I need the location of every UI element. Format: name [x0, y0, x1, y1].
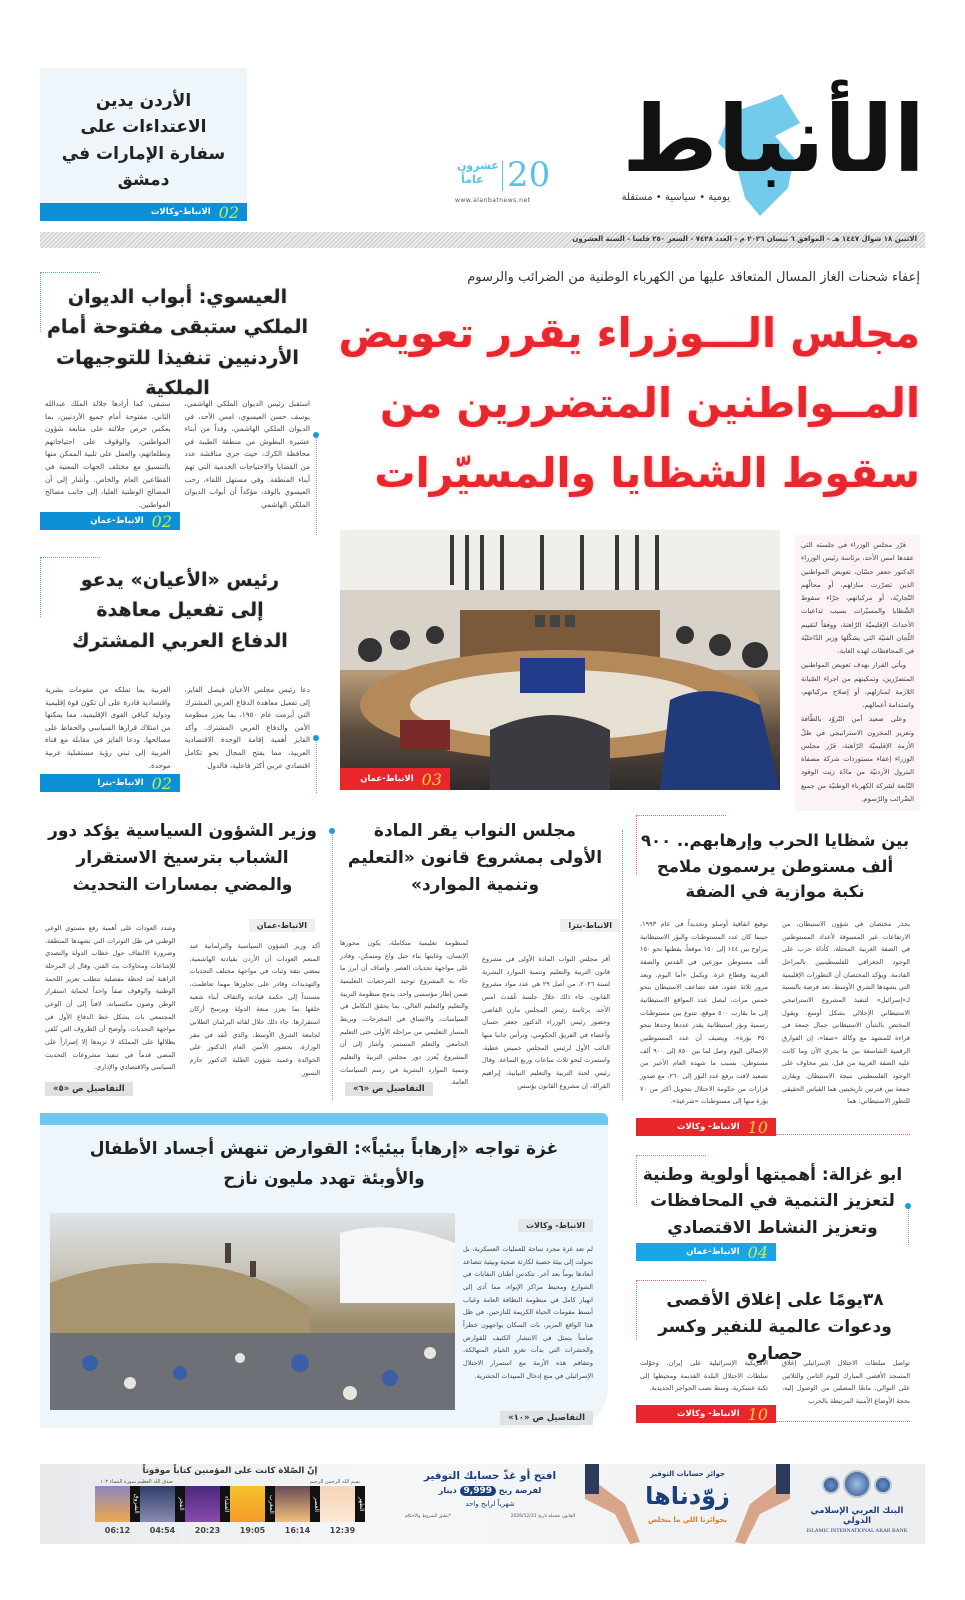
prayer-time: 16:14: [284, 1526, 311, 1535]
siyasiya-headline[interactable]: وزير الشؤون السياسية يؤكد دور الشباب بترسيخ الاستقرار والمضي بمسارات التحديث: [48, 821, 317, 896]
tagline: يومية • سياسية • مستقلة: [621, 192, 730, 203]
fine-print-1: *تطبق الشروط والأحكام: [405, 1514, 452, 1519]
bank-name-ar: البنك العربي الإسلامي الدولي: [810, 1506, 904, 1526]
abughazaleh-divider: [908, 1205, 909, 1245]
source-label: الانباط-عمان: [686, 1247, 740, 1257]
siyasiya-body: [45, 922, 320, 1079]
aqsa-divider: [776, 1421, 910, 1422]
anniversary-badge: [455, 155, 565, 215]
abughazaleh-divider: [636, 1155, 637, 1205]
lead-headline-line-3: سقوط الشظايا والمسيّرات: [374, 449, 920, 497]
nuwwab-col-right: أقر مجلس النواب المادة الأولى في مشروع قانون التربية والتعليم وتنمية الموارد البشرية لسنة ٢٠٢٦، من أصل ٢٩ هي عدد مواد مشروع القانون. جاء ذلك خلال جلسة عُقدت امس الأحد، برئاسة رئيس المجلس مازن القاضي وحضور رئيس الوزراء الدكتور جعفر حسان وأعضاء في الفريق الحكومي، وترأس جانبا منها النائب الأول لرئيس المجلس خميس عطية، واستمرت لنحو ثلاث ساعات وربع الساعة. وقال رئيس لجنة التربية والتعليم النيابية، إبراهيم القرالة، إن مشروع القانون يؤسس: [482, 955, 610, 1090]
nuwwab-more-wrap: [345, 1076, 433, 1096]
promo-block: [585, 1464, 790, 1544]
issawi-col-right: استقبل رئيس الديوان الملكي الهاشمي، يوسف حسن العيسوي، امس الأحد، في الديوان الملكي الهاشمي، وفداً من أبناء عشيرة البطوش من منطقة الطيبة في محافظة الكرك، حيث جرى مناقشة عدد من القضايا والاحتياجات الخدمية التي تهم أبناء المنطقة. وفي مستهل اللقاء، رحب العيسوي بالوفد، مؤكداً أن أبواب الديوان الملكي الهاشمي: [184, 399, 310, 509]
photo-illustration: [340, 530, 780, 790]
savings-prize: [405, 1486, 575, 1496]
gaza-story[interactable]: [40, 1113, 608, 1428]
lead-headline-line-1: مجلس الـــوزراء يقرر تعويض: [338, 309, 920, 357]
gaza-band: [40, 1113, 608, 1125]
lead-photo-tag: [340, 768, 450, 790]
aqsa-tag: [636, 1405, 776, 1423]
prayer-times: [95, 1464, 365, 1544]
website-link[interactable]: www.alanbatnews.net: [455, 197, 531, 204]
settlers-col-right: يحذر مختصان في شؤون الاستيطان، من الارتفاعات غير المسبوقة لأعداد المستوطنين في الضفة الغربية المحتلة، كأداة حرب على الوجود الجغرافي للفلسطينيين بالمراحل القادمة. ويؤكد المختصان أن التطورات الإقليمية التي يشهدها الشرق الأوسط، تعد فرصة بالنسبة لـ«إسرائيل» لتنفيذ المشروع الاستراتيجي الاستيطاني الإحلالي بشكل أوسع. ويقول المختص بالشأن الاستيطاني جمال جمعة في قراءة للمشهد مع وكالة «صفا»، إن الفوارق الرقمية الشاسعة بين ما يجري الآن وما كانت عليه الضفة الغربية من قبل، يثير مخاوف على الوجود الفلسطيني نتيجة الاستيطان. ويقارن جمعة بين فترتين تاريخيتين هما القياس الحقيقي للتطور الاستيطاني: هما: [782, 920, 910, 1106]
lead-paragraph: ويأتي القرار بهدف تعويض المواطنين المتضرّرين، وتمكينهم من اجراء الصّيانة اللازمة لمنازلهم، أو إصلاح مركباتهم، واستدامة أعمالهم.: [801, 661, 914, 709]
gaza-headline: غزة تواجه «إرهاباً بيئياً»: القوارض تنهش أجساد الأطفال والأوبئة تهدد مليون نازح: [89, 1139, 559, 1189]
anniversary-text-1: عشرون: [457, 159, 499, 172]
aqsa-col-left: الأمريكية الإسرائيلية على إيران. وحوّلت سلطات الاحتلال البلدة القديمة ومحيطها إلى ثكنة عسكرية، وسط نصب الحواجز الحديدية.: [640, 1359, 768, 1393]
page-number: 02: [151, 511, 172, 531]
lead-paragraph: وعلى صعيد أمن التّزوّد بالطّاقة وتعزيز المخزون الاستراتيجي في ظلّ الأزمة الإقليميّة الرّاهنة، قرّر مجلس الوزراء إعفاء مستوردات شركة مصفاة البترول الأردنيّة من مادّة زيت الوقود التّابعة لشركة الكهرباء الوطنيّة من جميع الضّرائب والرّسوم.: [801, 715, 914, 803]
gaza-body: لم تعد غزة مجرد ساحة للعمليات العسكرية، بل تحولت إلى بيئة خصبة لكارثة صحية وبيئية تتصاعد أبعادها يوماً بعد آخر. تتكدس أطنان النفايات في الشوارع ومحيط مراكز الإيواء، مما أدى إلى انهيار كامل في منظومة النظافة العامة وغياب أبسط مقومات الحياة الكريمة للنازحين. في ظل هذا الواقع المرير، بات السكان يواجهون خطراً صامتاً يتمثل في الانتشار الكثيف للقوارض والحشرات التي بدأت تغزو الخيام المتهالكة، وتتفاقم هذه الأزمة مع استمرار الاحتلال الإسرائيلي في منع إدخال المبيدات الحشرية.: [463, 1245, 593, 1380]
prayer-name: العشاء: [220, 1486, 230, 1522]
dateline-bar: [40, 232, 925, 248]
settlers-col-left: توقيع اتفاقية أوسلو وتحديداً في عام ١٩٩٣، حينما كان عدد المستوطنات والبؤر الاستيطانية يتراوح بين ١٤٤ إلى ١٥٠ موقعاً، يقطنها نحو ١٥٠ ألف مستوطن موزعين في القدس والضفة الغربية وقطاع غزة. ويكمل «أما اليوم، وبعد مرور ثلاثة عقود، فقد تضاعف الاستيطان بنحو خمس مرات، ليصل عدد المواقع الاستيطانية إلى ما يقارب ٥٠٠ موقع، تتنوع بين مستوطنات رسمية وبؤر استيطانية يقدر عددها وحدها بنحو ٣٥٠ بؤرة». ويضيف أن عدد المستوطنين الإجمالي اليوم وصل لما بين ٨٥٠ إلى ٩٠٠ ألف مستوطن، بسبب ما شهده العام الأخير من تصعيد لافت برفع عدد البؤر إلى ٢٦٠، مع صدور قرارات من حكومة الاحتلال بتحويل أكثر من ٧٠ بؤرة منها إلى مستوطنات «شرعية».: [640, 920, 768, 1106]
page-number: 10: [747, 1404, 768, 1424]
prayer-time: 20:23: [194, 1526, 221, 1535]
top-story-headline: الأردن يدين الاعتداءات على سفارة الإمارات في دمشق: [61, 91, 226, 191]
dateline-text: الاثنين ١٨ شوال ١٤٤٧ هـ - الموافق ٦ نيسان ٢٠٢٦ م - العدد ٧٤٢٨ - السعر ٢٥٠ فلسا - السنة العشرون: [572, 235, 917, 243]
prayer-time-row: [95, 1526, 365, 1535]
lead-kicker: إعفاء شحنات الغاز المسال المتعاقد عليها من الكهرباء الوطنية من الضرائب والرسوم: [467, 270, 920, 285]
source-label: الانباط-بترا: [97, 778, 144, 788]
abughazaleh-tag: [636, 1243, 776, 1261]
prayer-name: العصر: [310, 1486, 320, 1522]
logo-text: الأنباط: [622, 86, 925, 193]
nuwwab-source-wrap: [560, 913, 620, 932]
anniversary-number: 20: [507, 155, 551, 195]
abughazaleh-divider: [636, 1155, 706, 1156]
nuwwab-headline[interactable]: مجلس النواب يقر المادة الأولى بمشروع قانون «التعليم وتنمية الموارد»: [347, 821, 603, 896]
source-label: الانباط-وكالات: [150, 207, 211, 217]
lead-headline[interactable]: [338, 298, 920, 508]
nuwwab-divider: [332, 830, 333, 1100]
aayan-body: [45, 684, 310, 772]
settlers-divider: [776, 1134, 910, 1135]
source-label: الانباط- وكالات: [676, 1122, 740, 1132]
page-number: 03: [421, 769, 442, 789]
gaza-photo-illustration: [50, 1213, 455, 1410]
siyasiya-col-left: وشدد العودات على أهمية رفع مستوى الوعي الوطني في ظل التوترات التي تشهدها المنطقة، وضرورة الالتفاف حول خطاب الدولة والتصدي للإشاعات ومحاولات بث الفتن. وقال إن المرحلة الراهنة تُعد لحظة مفصلية تتطلب تعزيز اللحمة الوطنية والوقوف صفاً واحداً لحماية استقرار الوطن وصون مكتسباته، لافتاً إلى أن الوعي المجتمعي بات يشكل خط الدفاع الأول في مواجهة التحديات. وأوضح أن الظروف التي تُلقي بظلالها على المملكة لا تزيدها إلا إصراراً على المضي قدماً في تنفيذ مشروعات التحديث السياسي والاقتصادي والإداري.: [45, 924, 176, 1072]
source-label: الانباط-عمان: [360, 774, 414, 784]
savings-monthly: شهرياً لرابح واحد: [465, 1500, 515, 1508]
aayan-col-left: العربية بما تملكه من مقومات بشرية واقتصادية قادرة على أن تكون قوة إقليمية ودولية كباقي القوى الإقليمية، مما يمكنها من امتلاك قرارها السياسي والحفاظ على مصالحها. ودعا الفايز في مقابلة مع قناة العربية إلى تبني رؤية مستقبلية عربية موحدة.: [45, 685, 171, 770]
horse-emblem-icon: [822, 1476, 840, 1494]
promo-sub: بجوائزنا اللي ما بتخلص: [648, 1516, 727, 1524]
gaza-photo[interactable]: [50, 1213, 455, 1410]
prayer-name: الظهر: [355, 1486, 365, 1522]
gaza-source: الانباط- وكالات: [518, 1219, 593, 1232]
prize-prefix: لفرصة ربح: [498, 1486, 542, 1495]
settlers-divider: [636, 815, 726, 816]
issawi-divider: [40, 272, 41, 332]
issawi-tag: [40, 512, 180, 530]
nuwwab-body: [340, 937, 610, 1092]
source-label: الانباط-عمان: [90, 516, 144, 526]
siyasiya-col-right: أكد وزير الشؤون السياسية والبرلمانية عبد المنعم العودات أن الأردن بقيادته الهاشمية، يمضي بثقة وثبات في مواجهة مختلف التحديات والتهديدات وقادر على تجاوزها مهما تعاظمت، مستنداً إلى حكمة قيادته والتفاف أبناء شعبه خلفها بما يعزز منعة الدولة ويرسخ أركان استقرارها. جاء ذلك خلال لقائه البرلمان الطلابي لجامعة الشرق الأوسط، والذي عُقد في مقر الوزارة، بحضور الأمين العام الدكتور علي الخوالدة وعميد شؤون الطلبة الدكتور حازم النسور.: [189, 942, 320, 1077]
settlers-tag: [636, 1118, 776, 1136]
basmala: بسم الله الرحمن الرحيم: [309, 1479, 360, 1485]
abughazaleh-bullet: [905, 1203, 911, 1209]
prayer-slot-shuruq: [95, 1486, 140, 1522]
lead-paragraph: قرّر مجلس الوزراء في جلسته التي عقدها امس الأحد، برئاسة رئيس الوزراء الدكتور جعفر حسّان، تعويض المواطنين الذين تضرّرت منازلهم، أو محالّهم التّجاريّة، أو مركباتهم، جرّاء سقوط الشّظايا والمسيّرات بسبب تداعيات الأحداث الإقليميّة الرّاهنة، ووفقاً لتقييم اللّجان الفنيّة التي يشكّلها وزير الدّاخليّة في المحافظات لهذه الغاية.: [801, 541, 914, 655]
abughazaleh-headline[interactable]: ابو غزالة: أهميتها أولوية وطنية لتعزيز التنمية في المحافظات وتعزيز النشاط الاقتصادي: [642, 1165, 903, 1238]
page-number: 02: [151, 773, 172, 793]
page-number: 10: [747, 1117, 768, 1137]
siyasiya-details-link[interactable]: التفاصيل ص «٥»: [45, 1082, 133, 1096]
masthead: [40, 60, 925, 240]
top-story-tag: [40, 203, 247, 221]
issawi-divider: [316, 435, 317, 535]
aqsa-col-right: تواصل سلطات الاحتلال الإسرائيلي إغلاق المسجد الأقصى المبارك لليوم الثامن والثلاثين على التوالي، مانعًا المصلين من الوصول إليه، بحجة الأوضاع الأمنية المرتبطة بالحرب: [782, 1359, 910, 1406]
issawi-divider: [40, 272, 100, 273]
prize-amount: 9,999: [460, 1486, 496, 1496]
bank-name-en: ISLAMIC INTERNATIONAL ARAB BANK: [806, 1528, 908, 1534]
aqsa-divider: [636, 1280, 637, 1340]
prayer-verse: إنّ الصّلاة كانت على المؤمنين كتاباً موقوتاً: [142, 1466, 318, 1476]
prayer-slot-asr: [275, 1486, 320, 1522]
nuwwab-divider: [622, 830, 623, 1100]
aayan-col-right: دعا رئيس مجلس الأعيان فيصل الفايز، إلى تفعيل معاهدة الدفاع العربي المشترك التي أبرمت عام ١٩٥٠، بما يعزز منظومة الأمن والدفاع العربي المشترك. وأكد الفايز أهمية إقامة الوحدة الاقتصادية العربية، مما يفتح المجال نحو تكامل اقتصادي عربي أكثر فاعلية، فالدول: [184, 685, 310, 770]
prayer-time: 06:12: [104, 1526, 131, 1535]
prayer-name: الفجر: [175, 1486, 185, 1522]
aayan-tag: [40, 774, 180, 792]
prayer-slot-isha: [185, 1486, 230, 1522]
sadaqa: صدق الله العظيم سورة النساء ١٠٣: [100, 1479, 173, 1485]
aayan-divider: [316, 738, 317, 793]
promo-top: جوائز حسابات التوفير: [650, 1470, 725, 1478]
nuwwab-source: الانباط-بترا: [560, 919, 620, 932]
gaza-more-wrap: [500, 1405, 593, 1425]
prize-suffix: دينار: [438, 1486, 457, 1495]
prayer-slot-maghrib: [230, 1486, 275, 1522]
prayer-time: 12:39: [329, 1526, 356, 1535]
prayer-slots: [95, 1486, 365, 1522]
gaza-source-wrap: [518, 1213, 593, 1232]
source-label: الانباط- وكالات: [676, 1409, 740, 1419]
siyasiya-more-wrap: [45, 1076, 133, 1096]
issawi-col-left: ستبقى، كما أرادها جلالة الملك عبدالله الثاني، مفتوحة أمام جميع الأردنيين، بما يعكس حرص جلالته على متابعة شؤون المواطنين، والوقوف على احتياجاتهم وتطلعاتهم، والعمل على تلبية الممكن منها بالتنسيق مع مختلف الجهات المعنية في القطاعين العام والخاص. وأشار إلى أن المصالح الوطنية العليا، إلى جانب مصالح المواطنين.: [45, 399, 171, 509]
nuwwab-bullet: [329, 828, 335, 834]
newspaper-logo[interactable]: [595, 80, 925, 210]
fine-print-2: القانون تنجمله تاريخ 2026/12/31: [510, 1514, 575, 1519]
fine-print: [405, 1514, 575, 1519]
bank-logo[interactable]: [797, 1464, 917, 1544]
aqsa-divider: [636, 1280, 706, 1281]
anniversary-divider: [502, 161, 503, 191]
cabinet-meeting-photo[interactable]: [340, 530, 780, 790]
aayan-headline[interactable]: رئيس «الأعيان» يدعو إلى تفعيل معاهدة الدفاع العربي المشترك: [72, 569, 288, 652]
settlers-headline[interactable]: بين شظايا الحرب وإرهابهم.. ٩٠٠ ألف مستوطن يرسمون ملامح نكبة موازية في الضفة: [640, 831, 910, 902]
camel-emblem-icon: [874, 1476, 892, 1494]
aqsa-headline[interactable]: ٣٨يومًا على إغلاق الأقصى ودعوات عالمية للنفير وكسر حصاره: [658, 1290, 892, 1365]
settlers-body: [640, 918, 910, 1108]
nuwwab-col-left: لمنظومة تعليمية متكاملة، يكون محورها الإنسان، وغايتها بناء جيل واع ومتمكن، وقادر على مواجهة تحديات العصر. وأضاف أن أبرز ما جاء به المشروع توحيد المرجعيات التعليمية ضمن إطار مؤسسي واحد، يدمج منظومة التربية والتعليم والتعليم العالي، بما يحقق التكامل في السياسات، والاتساق في المخرجات، ويربط المسار التعليمي من مراحله الأولى حتى التعليم الجامعي والتعلم المستمر. وأشار إلى أن المشروع يُعزز دور مجلس التربية والتعليم وتنمية الموارد البشرية في رسم السياسات العامة.: [340, 939, 468, 1087]
lead-headline-line-2: المــواطنين المتضررين من: [379, 379, 920, 427]
top-story-box[interactable]: [40, 68, 247, 221]
page-number: 02: [218, 202, 239, 222]
bank-emblems: [797, 1470, 917, 1498]
issawi-body: [45, 398, 310, 511]
savings-offer: [405, 1464, 575, 1544]
prayer-time: 19:05: [239, 1526, 266, 1535]
issawi-headline[interactable]: العيسوي: أبواب الديوان الملكي ستبقى مفتوحة أمام الأردنيين تنفيذا للتوجيهات الملكية: [46, 286, 308, 400]
aayan-divider: [40, 557, 41, 617]
promo-main: زوّدناها: [645, 1482, 730, 1510]
lead-body: [795, 535, 920, 811]
nuwwab-details-link[interactable]: التفاصيل ص «٦»: [345, 1082, 433, 1096]
gaza-details-link[interactable]: التفاصيل ص «١٠»: [500, 1411, 593, 1425]
advertisement-banner[interactable]: [40, 1464, 925, 1544]
settlers-divider: [636, 815, 637, 875]
aayan-divider: [40, 557, 100, 558]
savings-title: افتح أو غذّ حسابك التوفير: [423, 1470, 557, 1482]
mosque-emblem-icon: [843, 1470, 871, 1498]
aqsa-body: [640, 1357, 910, 1408]
anniversary-text-2: عاماً: [461, 173, 484, 186]
prayer-name: الشروق: [130, 1486, 140, 1522]
aayan-bullet: [313, 735, 319, 741]
prayer-slot-fajr: [140, 1486, 185, 1522]
siyasiya-source: الانباط-عمان: [249, 919, 315, 932]
prayer-name: المغرب: [265, 1486, 275, 1522]
page-number: 04: [747, 1242, 768, 1262]
issawi-bullet: [313, 432, 319, 438]
prayer-time: 04:54: [149, 1526, 176, 1535]
prayer-slot-dhuhr: [320, 1486, 365, 1522]
